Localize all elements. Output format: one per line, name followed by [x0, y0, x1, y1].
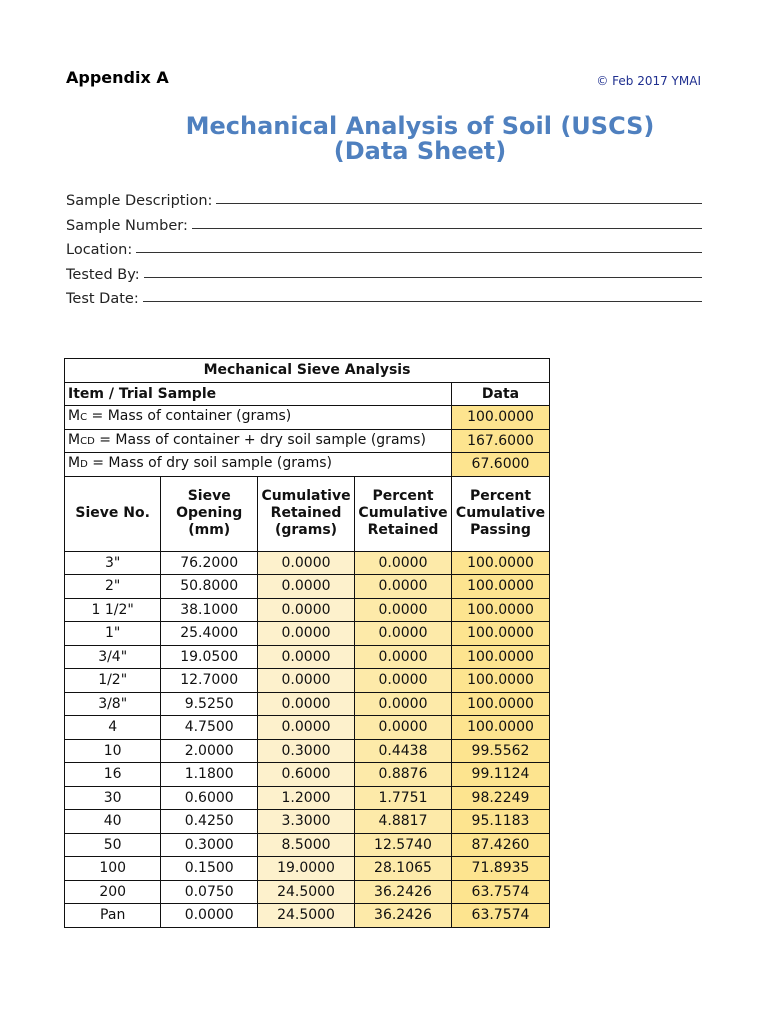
title-line-1: Mechanical Analysis of Soil (USCS)	[185, 112, 655, 140]
table-cell: 100.0000	[452, 692, 550, 716]
column-header: Cumulative Retained (grams)	[258, 476, 355, 551]
table-cell: 24.5000	[258, 880, 355, 904]
table-cell: 0.0000	[355, 645, 452, 669]
table-cell: 1.1800	[161, 763, 258, 787]
field-label: Location:	[66, 242, 133, 258]
table-cell: 100.0000	[452, 598, 550, 622]
appendix-label: Appendix A	[66, 68, 169, 87]
table-cell: 1.7751	[355, 786, 452, 810]
blank-line	[216, 189, 702, 204]
table-row	[65, 598, 550, 622]
table-cell: 100.0000	[452, 669, 550, 693]
title-line-2: (Data Sheet)	[333, 137, 507, 165]
table-cell: 3"	[65, 551, 161, 575]
table-cell: 0.4250	[161, 810, 258, 834]
table-header-row	[65, 382, 550, 406]
table-cell: 0.6000	[161, 786, 258, 810]
blank-line	[144, 263, 702, 278]
table-cell: 4.7500	[161, 716, 258, 740]
data-header: Data	[452, 382, 550, 406]
table-cell: 12.5740	[355, 833, 452, 857]
table-row	[65, 692, 550, 716]
table-cell: 16	[65, 763, 161, 787]
table-cell: 50.8000	[161, 575, 258, 599]
table-cell: 0.6000	[258, 763, 355, 787]
field-sample-number[interactable]	[66, 214, 702, 239]
table-cell: 76.2000	[161, 551, 258, 575]
table-cell: 99.1124	[452, 763, 550, 787]
field-tested-by[interactable]	[66, 263, 702, 288]
table-cell: 100.0000	[452, 575, 550, 599]
table-cell: 0.3000	[161, 833, 258, 857]
table-cell: 40	[65, 810, 161, 834]
table-cell: 0.8876	[355, 763, 452, 787]
column-header: Sieve Opening (mm)	[161, 476, 258, 551]
table-cell: 36.2426	[355, 904, 452, 928]
field-label: Sample Description:	[66, 193, 213, 209]
table-row	[65, 645, 550, 669]
table-row	[65, 904, 550, 928]
field-label: Sample Number:	[66, 217, 188, 234]
table-cell: 19.0500	[161, 645, 258, 669]
table-cell: 0.0000	[355, 551, 452, 575]
table-row	[65, 551, 550, 575]
table-cell: 0.3000	[258, 739, 355, 763]
field-label: Test Date:	[66, 291, 139, 307]
table-row	[65, 739, 550, 763]
document-title	[130, 114, 710, 164]
table-cell: 0.0000	[258, 669, 355, 693]
table-cell: 100.0000	[452, 551, 550, 575]
table-row	[65, 763, 550, 787]
table-cell: 10	[65, 739, 161, 763]
table-cell: 0.0000	[355, 692, 452, 716]
table-row	[65, 880, 550, 904]
table-cell: 87.4260	[452, 833, 550, 857]
table-cell: 100.0000	[452, 716, 550, 740]
table-cell: 4	[65, 716, 161, 740]
table-cell: 100	[65, 857, 161, 881]
table-cell: 0.0000	[355, 575, 452, 599]
table-cell: 0.0750	[161, 880, 258, 904]
field-sample-description[interactable]	[66, 189, 702, 214]
table-row	[65, 857, 550, 881]
mass-row-container	[65, 406, 550, 430]
table-cell: 0.0000	[258, 551, 355, 575]
table-row	[65, 669, 550, 693]
mass-description: MD = Mass of dry soil sample (grams)	[65, 453, 452, 477]
column-header: Percent Cumulative Passing	[452, 476, 550, 551]
blank-line	[143, 287, 702, 302]
table-cell: 3.3000	[258, 810, 355, 834]
table-cell: 1.2000	[258, 786, 355, 810]
table-cell: 25.4000	[161, 622, 258, 646]
table-cell: 0.0000	[355, 669, 452, 693]
mass-value: 100.0000	[452, 406, 550, 430]
table-cell: 0.0000	[355, 622, 452, 646]
table-cell: 0.0000	[258, 692, 355, 716]
table-cell: 0.4438	[355, 739, 452, 763]
table-cell: 4.8817	[355, 810, 452, 834]
sieve-analysis-table	[64, 358, 550, 928]
mass-value: 167.6000	[452, 429, 550, 453]
table-cell: 28.1065	[355, 857, 452, 881]
mass-row-container-soil	[65, 429, 550, 453]
field-location[interactable]	[66, 238, 702, 263]
table-cell: 24.5000	[258, 904, 355, 928]
table-cell: 3/8"	[65, 692, 161, 716]
table-cell: 0.0000	[258, 716, 355, 740]
table-cell: 9.5250	[161, 692, 258, 716]
table-cell: 1/2"	[65, 669, 161, 693]
table-row	[65, 833, 550, 857]
table-cell: 1 1/2"	[65, 598, 161, 622]
table-cell: 38.1000	[161, 598, 258, 622]
table-cell: 0.0000	[258, 575, 355, 599]
table-cell: 36.2426	[355, 880, 452, 904]
table-cell: 30	[65, 786, 161, 810]
field-label: Tested By:	[66, 266, 140, 283]
blank-line	[192, 214, 702, 229]
mass-value: 67.6000	[452, 453, 550, 477]
mass-row-dry-soil	[65, 453, 550, 477]
table-cell: 2.0000	[161, 739, 258, 763]
table-cell: 0.0000	[355, 598, 452, 622]
table-cell: 19.0000	[258, 857, 355, 881]
table-cell: 200	[65, 880, 161, 904]
sample-info-fields	[66, 189, 702, 312]
table-cell: 0.0000	[355, 716, 452, 740]
table-cell: 3/4"	[65, 645, 161, 669]
table-cell: 100.0000	[452, 622, 550, 646]
mass-description: MCD = Mass of container + dry soil sample (grams)	[65, 429, 452, 453]
table-cell: Pan	[65, 904, 161, 928]
table-row	[65, 716, 550, 740]
column-header: Percent Cumulative Retained	[355, 476, 452, 551]
table-cell: 0.0000	[258, 645, 355, 669]
table-row	[65, 786, 550, 810]
table-row	[65, 622, 550, 646]
table-caption-row	[65, 359, 550, 383]
table-cell: 100.0000	[452, 645, 550, 669]
table-cell: 0.0000	[258, 598, 355, 622]
copyright-note: © Feb 2017 YMAI	[596, 74, 701, 88]
table-cell: 12.7000	[161, 669, 258, 693]
table-caption: Mechanical Sieve Analysis	[65, 359, 550, 383]
table-cell: 2"	[65, 575, 161, 599]
table-cell: 99.5562	[452, 739, 550, 763]
mass-description: MC = Mass of container (grams)	[65, 406, 452, 430]
item-header: Item / Trial Sample	[65, 382, 452, 406]
table-row	[65, 575, 550, 599]
column-header-row	[65, 476, 550, 551]
field-test-date[interactable]	[66, 287, 702, 312]
table-cell: 50	[65, 833, 161, 857]
table-cell: 95.1183	[452, 810, 550, 834]
column-header: Sieve No.	[65, 476, 161, 551]
table-cell: 71.8935	[452, 857, 550, 881]
table-cell: 0.1500	[161, 857, 258, 881]
table-cell: 63.7574	[452, 880, 550, 904]
table-cell: 98.2249	[452, 786, 550, 810]
table-row	[65, 810, 550, 834]
blank-line	[136, 238, 702, 253]
table-cell: 1"	[65, 622, 161, 646]
table-cell: 63.7574	[452, 904, 550, 928]
table-cell: 0.0000	[161, 904, 258, 928]
table-cell: 0.0000	[258, 622, 355, 646]
table-cell: 8.5000	[258, 833, 355, 857]
